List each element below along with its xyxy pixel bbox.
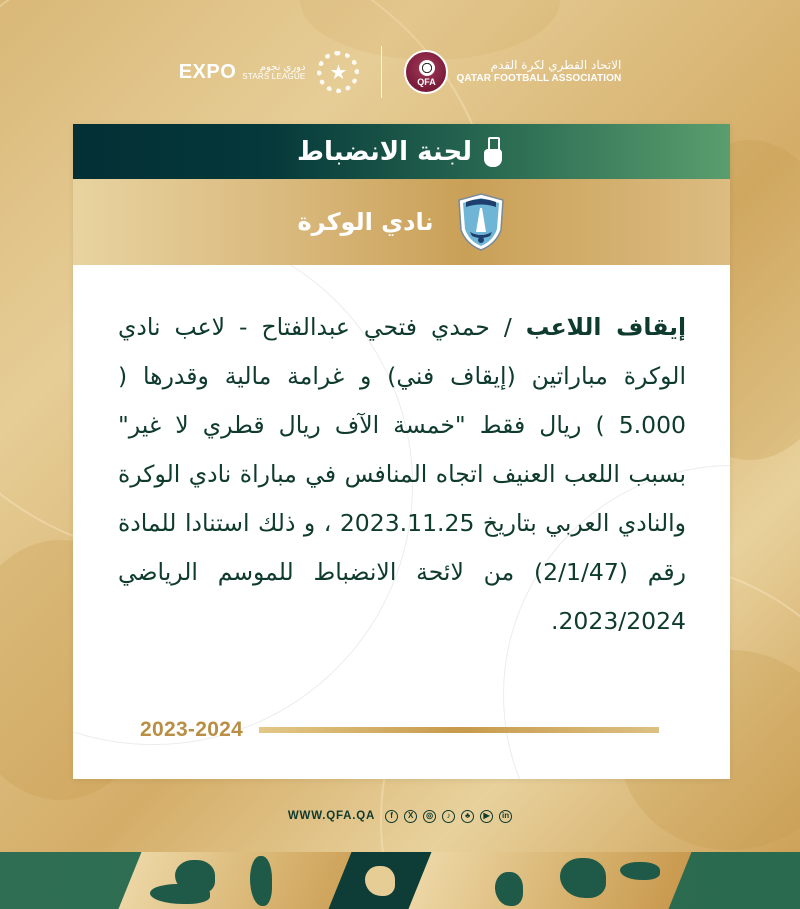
snapchat-icon[interactable]: ♣ (461, 810, 474, 823)
decision-statement (118, 303, 686, 646)
tiktok-icon[interactable]: ♪ (442, 810, 455, 823)
club-crest-icon (456, 192, 506, 252)
season-divider (259, 727, 659, 733)
qfa-crest-label: QFA (417, 77, 436, 87)
card-title: لجنة الانضباط (297, 136, 472, 167)
website-link[interactable]: WWW.QFA.QA (287, 810, 376, 822)
club-name: نادي الوكرة (297, 208, 434, 236)
x-twitter-icon[interactable]: X (404, 810, 417, 823)
bottom-ornamental-strip (0, 852, 800, 909)
season-row (73, 715, 730, 745)
stars-league-english: STARS LEAGUE (242, 72, 306, 81)
youtube-icon[interactable]: ▶ (480, 810, 493, 823)
linkedin-icon[interactable]: in (499, 810, 512, 823)
card-body (73, 265, 730, 779)
statement-text: / حمدي فتحي عبدالفتاح - لاعب نادي الوكرة مباراتين (إيقاف فني) و غرامة مالية وقدرها ( 5.000 ) ريال فقط "خمسة الآف ريال قطري لا غير" بسبب اللعب العنيف اتجاه المنافس في مباراة نادي الوكرة والنادي العربي بتاريخ 2023.11.25 ، و ذلك استنادا للمادة رقم (2/1/47) من لائحة الانضباط للموسم الرياضي 2023/2024. (118, 313, 686, 635)
star-emblem-icon: ★ (317, 51, 359, 93)
hand-card-icon (484, 137, 506, 167)
qfa-name-arabic: الاتحاد القطري لكرة القدم (490, 58, 622, 73)
announcement-card (73, 124, 730, 779)
card-header (73, 124, 730, 179)
stars-league-arabic: دوري نجوم (259, 62, 306, 73)
instagram-icon[interactable]: ◎ (423, 810, 436, 823)
logo-divider (381, 46, 382, 98)
facebook-icon[interactable]: f (385, 810, 398, 823)
qfa-name-english: QATAR FOOTBALL ASSOCIATION (456, 73, 622, 85)
qfa-logo (404, 50, 621, 94)
expo-word: EXPO (178, 60, 237, 83)
qfa-crest-icon (404, 50, 448, 94)
season-label: 2023-2024 (140, 718, 244, 741)
expo-stars-league-logo (179, 51, 360, 93)
statement-lead: إيقاف اللاعب (525, 313, 686, 341)
club-band (73, 179, 730, 265)
partner-logos (0, 42, 800, 102)
footer (0, 805, 800, 827)
